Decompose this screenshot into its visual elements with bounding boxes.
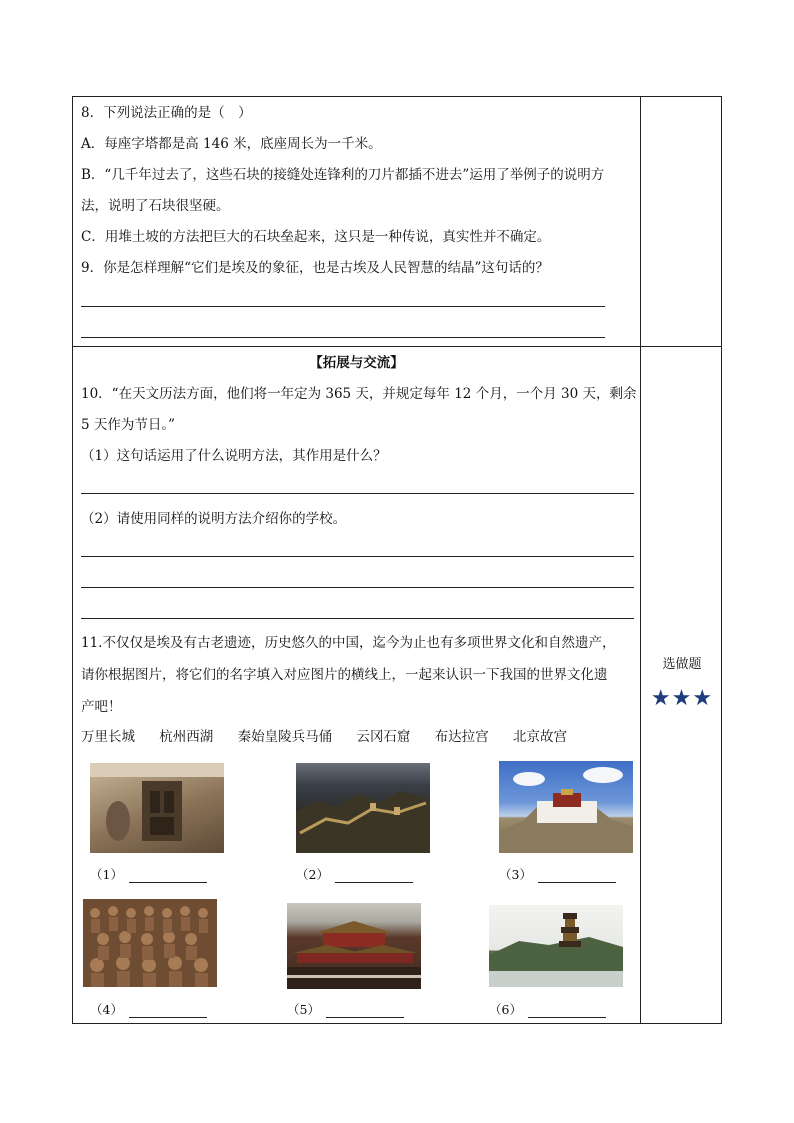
photo-west-lake <box>489 905 623 987</box>
q10-sub2-answer-line-1[interactable] <box>81 556 634 557</box>
q9-answer-line-1[interactable] <box>81 306 605 307</box>
q10-sub1: （1）这句话运用了什么说明方法，其作用是什么？ <box>81 448 387 464</box>
photo-terracotta-army <box>83 899 217 987</box>
answer-blank-1[interactable] <box>129 870 207 883</box>
q8-option-a: A．每座字塔都是高 146 米，底座周长为一千米。 <box>81 136 382 152</box>
q10-line2: 5 天作为节日。” <box>81 417 176 433</box>
heritage-name-list <box>81 727 587 747</box>
q10-line1: 10．“在天文历法方面，他们将一年定为 365 天，并规定每年 12 个月，一个月 30 天，剩余 <box>81 386 637 402</box>
section-heading: 【拓展与交流】 <box>309 355 404 371</box>
answer-blank-5[interactable] <box>326 1005 404 1018</box>
q8-stem: 8．下列说法正确的是（ ） <box>81 105 252 121</box>
q11-line1: 11.不仅仅是埃及有古老遗迹，历史悠久的中国，迄今为止也有多项世界文化和自然遗产， <box>81 635 616 651</box>
q10-sub2-answer-line-3[interactable] <box>81 618 634 619</box>
row-divider <box>73 346 721 347</box>
photo-great-wall <box>296 763 430 853</box>
q10-sub2-answer-line-2[interactable] <box>81 587 634 588</box>
q10-sub2: （2）请使用同样的说明方法介绍你的学校。 <box>81 511 347 527</box>
heritage-name: 布达拉宫 <box>434 729 489 745</box>
answer-blank-4[interactable] <box>129 1005 207 1018</box>
column-divider <box>640 97 641 1023</box>
q8-option-c: C．用堆土坡的方法把巨大的石块垒起来，这只是一种传说，真实性并不确定。 <box>81 229 551 245</box>
q9-stem: 9．你是怎样理解“它们是埃及的象征，也是古埃及人民智慧的结晶”这句话的？ <box>81 260 549 276</box>
q8-option-b-line2: 法，说明了石块很坚硬。 <box>81 198 230 214</box>
picture-caption-6: （6） <box>489 1002 606 1018</box>
heritage-name: 北京故宫 <box>512 729 567 745</box>
heritage-name: 杭州西湖 <box>159 729 214 745</box>
answer-blank-3[interactable] <box>538 870 616 883</box>
picture-caption-3: （3） <box>499 867 616 883</box>
photo-forbidden-city <box>287 903 421 989</box>
answer-blank-6[interactable] <box>528 1005 606 1018</box>
heritage-name: 云冈石窟 <box>356 729 411 745</box>
picture-caption-5: （5） <box>287 1002 404 1018</box>
answer-blank-2[interactable] <box>335 870 413 883</box>
difficulty-stars-icon: ★★★ <box>650 686 714 711</box>
q10-sub1-answer-line[interactable] <box>81 493 634 494</box>
picture-caption-4: （4） <box>90 1002 207 1018</box>
picture-caption-2: （2） <box>296 867 413 883</box>
heritage-name: 秦始皇陵兵马俑 <box>237 729 333 745</box>
q8-option-b-line1: B．“几千年过去了，这些石块的接缝处连锋利的刀片都插不进去”运用了举例子的说明方 <box>81 167 605 183</box>
photo-potala-palace <box>499 761 633 853</box>
photo-grottoes <box>90 763 224 853</box>
optional-question-label: 选做题 <box>662 657 702 672</box>
q11-line3: 产吧！ <box>81 699 122 715</box>
heritage-name: 万里长城 <box>81 729 135 745</box>
q11-line2: 请你根据图片，将它们的名字填入对应图片的横线上，一起来认识一下我国的世界文化遗 <box>81 667 608 683</box>
worksheet-table <box>72 96 722 1024</box>
q9-answer-line-2[interactable] <box>81 337 605 338</box>
picture-caption-1: （1） <box>90 867 207 883</box>
